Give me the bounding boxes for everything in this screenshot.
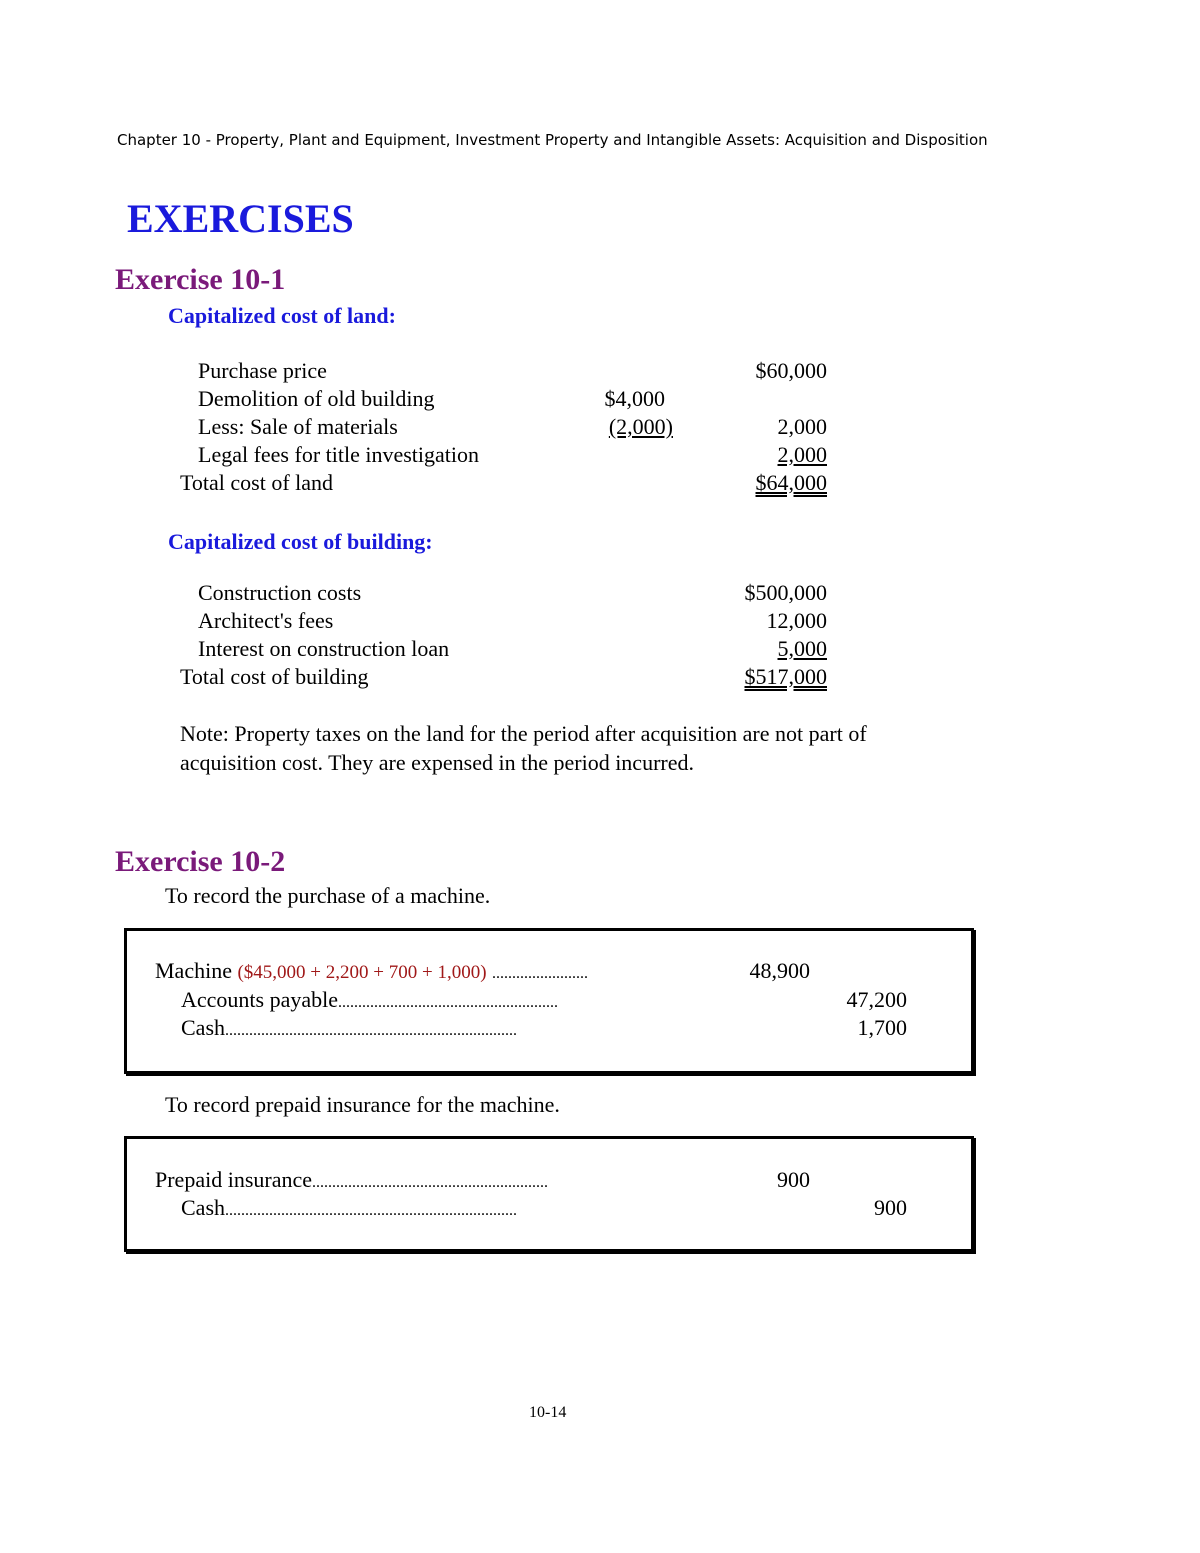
land-row-value: 2,000 xyxy=(777,414,827,439)
entry2-debit: 900 xyxy=(777,1167,810,1192)
leader-dots: ......................................................................... xyxy=(225,1022,517,1039)
entry1-credit: 1,700 xyxy=(857,1015,907,1040)
entry1-account: Accounts payable xyxy=(181,987,338,1012)
entry1-line3 xyxy=(181,1015,517,1041)
entry1-account: Cash xyxy=(181,1015,225,1040)
building-row-value: $500,000 xyxy=(744,580,827,605)
building-row-value: 12,000 xyxy=(766,608,827,633)
land-total-value: $64,000 xyxy=(755,470,827,495)
page-number: 10-14 xyxy=(529,1404,567,1421)
building-total-value: $517,000 xyxy=(744,664,827,689)
entry2-caption: To record prepaid insurance for the machine. xyxy=(165,1092,560,1117)
land-heading: Capitalized cost of land: xyxy=(168,303,396,328)
journal-entry-insurance xyxy=(124,1136,974,1252)
land-row-subvalue: (2,000) xyxy=(608,414,673,439)
land-row-label: Purchase price xyxy=(198,358,327,383)
building-row-label: Architect's fees xyxy=(198,608,334,633)
entry2-credit: 900 xyxy=(874,1195,907,1220)
entry1-caption: To record the purchase of a machine. xyxy=(165,883,491,908)
entry1-line2 xyxy=(181,987,558,1013)
land-row-value: $60,000 xyxy=(755,358,827,383)
entry1-calculation: ($45,000 + 2,200 + 700 + 1,000) xyxy=(237,962,487,983)
building-row-value: 5,000 xyxy=(777,636,827,661)
building-row-label: Construction costs xyxy=(198,580,362,605)
entry1-credit: 47,200 xyxy=(846,987,907,1012)
entry2-line1 xyxy=(155,1167,548,1193)
leader-dots: ........................ xyxy=(492,965,589,982)
land-row-label: Less: Sale of materials xyxy=(198,414,398,439)
exercise-1-title: Exercise 10-1 xyxy=(115,263,286,296)
entry1-debit: 48,900 xyxy=(749,958,810,983)
chapter-header: Chapter 10 - Property, Plant and Equipment, Investment Property and Intangible Assets: Acquisition and Disposition xyxy=(117,131,988,149)
entry2-account: Cash xyxy=(181,1195,225,1220)
exercise-2-title: Exercise 10-2 xyxy=(115,845,286,878)
land-row-value: 2,000 xyxy=(777,442,827,467)
leader-dots: ........................................................... xyxy=(312,1174,548,1191)
building-row-label: Interest on construction loan xyxy=(198,636,450,661)
entry2-account: Prepaid insurance xyxy=(155,1167,312,1192)
entry1-account: Machine xyxy=(155,958,232,983)
entry1-line1 xyxy=(155,958,588,984)
leader-dots: ....................................................... xyxy=(338,994,558,1011)
land-row-label: Demolition of old building xyxy=(198,386,435,411)
section-title: EXERCISES xyxy=(127,196,354,241)
land-row-label: Legal fees for title investigation xyxy=(198,442,480,467)
building-heading: Capitalized cost of building: xyxy=(168,529,433,554)
land-row-subvalue: $4,000 xyxy=(604,386,665,411)
note-line: acquisition cost. They are expensed in the period incurred. xyxy=(180,750,694,775)
building-total-label: Total cost of building xyxy=(180,664,369,689)
note-line: Note: Property taxes on the land for the period after acquisition are not part of xyxy=(180,721,867,746)
leader-dots: ......................................................................... xyxy=(225,1202,517,1219)
land-total-label: Total cost of land xyxy=(180,470,334,495)
entry2-line2 xyxy=(181,1195,517,1221)
